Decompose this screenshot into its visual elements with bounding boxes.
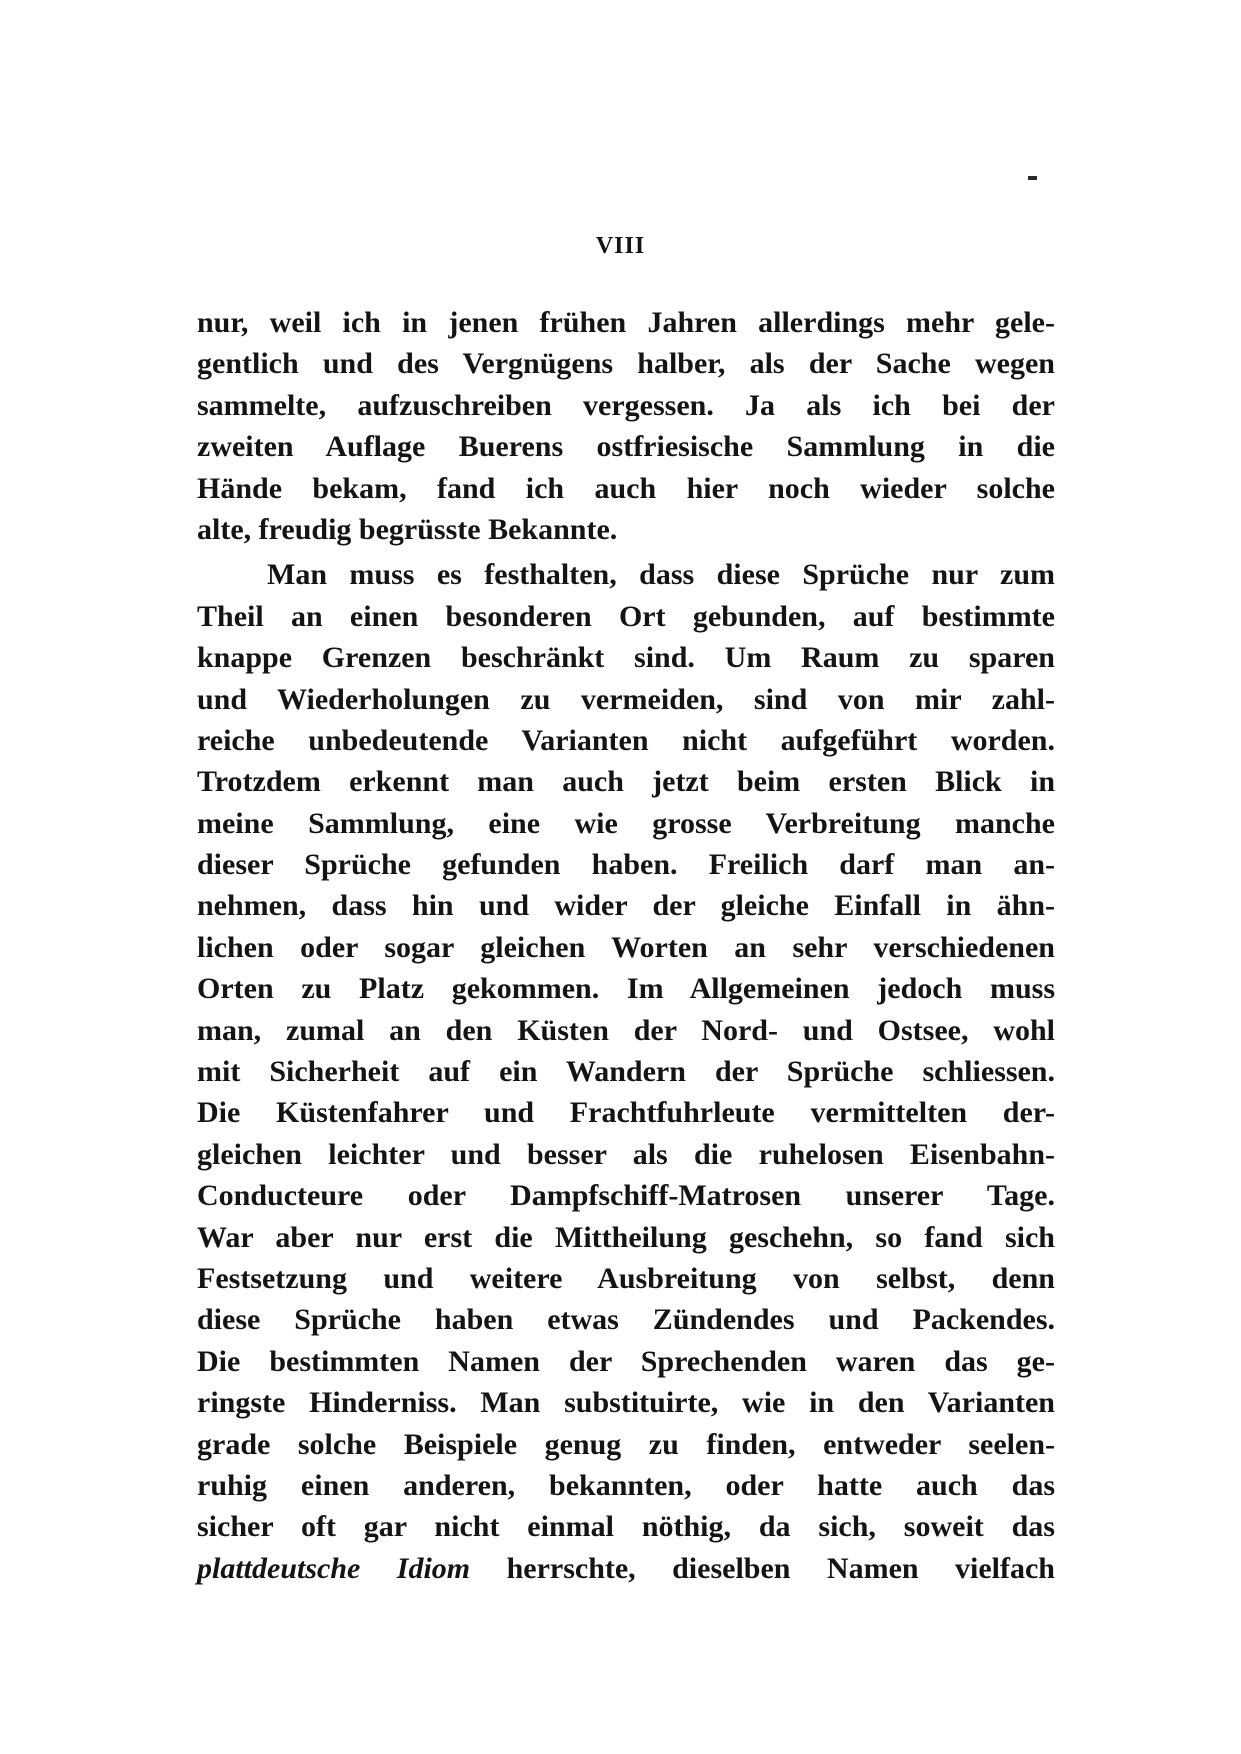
- text-line: lichen oder sogar gleichen Worten an sehr verschiedenen: [197, 930, 1055, 964]
- text-line: nehmen, dass hin und wider der gleiche Einfall in ähn-: [197, 889, 1055, 923]
- scan-mark: [1028, 176, 1037, 180]
- text-line: Die Küstenfahrer und Frachtfuhrleute vermittelten der-: [197, 1096, 1055, 1130]
- paragraph-2: [197, 554, 1055, 1589]
- text-line: dieser Sprüche gefunden haben. Freilich darf man an-: [197, 848, 1055, 882]
- text-line: Man muss es festhalten, dass diese Sprüche nur zum: [267, 558, 1055, 592]
- text-line: Trotzdem erkennt man auch jetzt beim ersten Blick in: [197, 765, 1055, 799]
- text-line: gentlich und des Vergnügens halber, als der Sache wegen: [197, 347, 1055, 381]
- text-line: sicher oft gar nicht einmal nöthig, da sich, soweit das: [197, 1510, 1055, 1544]
- paragraph-1: [197, 302, 1055, 550]
- text-line: sammelte, aufzuschreiben vergessen. Ja als ich bei der: [197, 388, 1055, 422]
- page-number: VIII: [595, 233, 646, 259]
- text-line: knappe Grenzen beschränkt sind. Um Raum zu sparen: [197, 641, 1055, 675]
- text-line: Orten zu Platz gekommen. Im Allgemeinen jedoch muss: [197, 972, 1055, 1006]
- text-line-final: [197, 1548, 1055, 1589]
- text-line: meine Sammlung, eine wie grosse Verbreitung manche: [197, 806, 1055, 840]
- text-line: gleichen leichter und besser als die ruhelosen Eisenbahn-: [197, 1137, 1055, 1171]
- text-line: grade solche Beispiele genug zu finden, entweder seelen-: [197, 1427, 1055, 1461]
- text-line: Theil an einen besonderen Ort gebunden, auf bestimmte: [197, 599, 1055, 633]
- text-line: reiche unbedeutende Varianten nicht aufgeführt worden.: [197, 723, 1055, 757]
- text-line: nur, weil ich in jenen frühen Jahren allerdings mehr gele-: [197, 306, 1055, 339]
- text-line: Die bestimmten Namen der Sprechenden waren das ge-: [197, 1344, 1055, 1378]
- body-text: [197, 302, 1055, 1589]
- text-line: ruhig einen anderen, bekannten, oder hatte auch das: [197, 1468, 1055, 1502]
- text-line: diese Sprüche haben etwas Zündendes und Packendes.: [197, 1303, 1055, 1337]
- italic-phrase: plattdeutsche Idiom: [197, 1551, 471, 1585]
- text-line: alte, freudig begrüsste Bekannte.: [197, 512, 618, 546]
- text-line: zweiten Auflage Buerens ostfriesische Sammlung in die: [197, 430, 1055, 464]
- text-line: Festsetzung und weitere Ausbreitung von selbst, denn: [197, 1261, 1055, 1295]
- text-line: ringste Hinderniss. Man substituirte, wie in den Varianten: [197, 1386, 1055, 1420]
- text-line: Conducteure oder Dampfschiff-Matrosen unserer Tage.: [197, 1179, 1055, 1213]
- text-line: War aber nur erst die Mittheilung geschehn, so fand sich: [197, 1220, 1055, 1254]
- text-line: man, zumal an den Küsten der Nord- und Ostsee, wohl: [197, 1013, 1055, 1047]
- text-line: und Wiederholungen zu vermeiden, sind von mir zahl-: [197, 682, 1055, 716]
- text-fragment: herrschte, dieselben Namen vielfach: [470, 1551, 1055, 1585]
- text-line: Hände bekam, fand ich auch hier noch wieder solche: [197, 471, 1055, 505]
- text-line: mit Sicherheit auf ein Wandern der Sprüche schliessen.: [197, 1055, 1055, 1089]
